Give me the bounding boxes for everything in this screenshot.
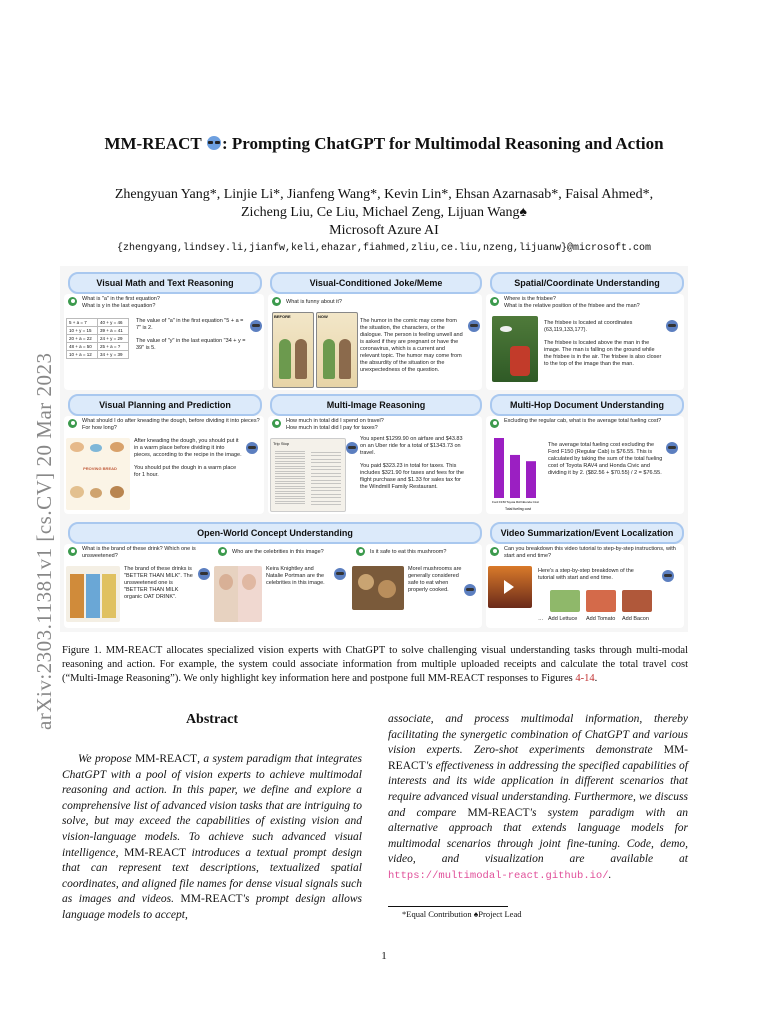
arxiv-stamp	[2, 260, 62, 730]
question-line: What is "a" in the first equation?	[82, 296, 160, 302]
abstract-text: 's system paradigm with an alternative approach that extends language models for multimodal scenarios through joint fine-tuning. Code, demo, video, and visualization are available at	[388, 806, 688, 866]
answer: Here's a step-by-step breakdown of the tutorial with start and end time.	[538, 568, 634, 581]
dough-shape	[70, 442, 84, 452]
panel-spatial	[486, 294, 684, 390]
caption-system-name: MM-REACT	[427, 673, 485, 684]
face-shape	[219, 574, 233, 590]
table-cell: 40 + y = 46	[98, 319, 129, 327]
dough-shape	[110, 442, 124, 452]
panel-title-joke-meme: Visual-Conditioned Joke/Meme	[270, 272, 482, 294]
answer: The brand of these drinks is "BETTER THAN MILK". The unsweetened one is "BETTER THAN MILK organic OAT DRINK".	[124, 566, 193, 600]
abstract-system-name: MM-REACT	[467, 806, 530, 819]
question: Is it safe to eat this mushroom?	[370, 549, 447, 555]
panel-multi-hop	[486, 416, 684, 514]
question	[82, 296, 252, 310]
panel-title-spatial: Spatial/Coordinate Understanding	[490, 272, 684, 294]
abstract-right-column	[388, 712, 688, 885]
panel-title-planning: Visual Planning and Prediction	[68, 394, 262, 416]
question	[504, 296, 680, 310]
panel-title-video: Video Summarization/Event Localization	[490, 522, 684, 544]
question-line: What is the relative position of the frisbee and the man?	[504, 303, 640, 309]
abstract-left-column	[62, 752, 362, 924]
bar-honda-civic	[526, 461, 536, 498]
caption-text: responses to Figures	[484, 673, 576, 684]
abstract-end: .	[608, 868, 612, 881]
assistant-icon	[468, 320, 480, 332]
question: What is funny about it?	[286, 299, 342, 305]
receipt-lines	[275, 449, 305, 505]
table-cell: 34 + y = 39	[98, 351, 129, 359]
question-line: What is y in the last equation?	[82, 303, 156, 309]
answer: The humor in the comic may come from the situation, the characters, or the dialogue. The person is feeling unwell and is asked if they are pregnant or have the coronavirus, which is a current and relevant topic. The humor may come from the absurdity of the situation or the unexpectedness of the question.	[360, 318, 463, 373]
user-icon	[490, 419, 499, 428]
user-icon	[490, 547, 499, 556]
question: What is the brand of these drink? Which one is unsweetened?	[82, 546, 196, 559]
step-label: Add Tomato	[586, 616, 616, 622]
panel-visual-math	[64, 294, 264, 390]
question: Who are the celebrities in this image?	[232, 549, 324, 555]
drink-carton	[70, 574, 84, 618]
assistant-icon	[250, 320, 262, 332]
chart-x-axis-label: Total fueling cost	[504, 507, 532, 511]
panel-video	[486, 544, 684, 628]
author-line-1: Zhengyuan Yang*, Linjie Li*, Jianfeng Wang*, Kevin Lin*, Ehsan Azarnasab*, Faisal Ahmed*,	[114, 187, 654, 202]
abstract-text: 's effectiveness in addressing the specified capabilities of interests and its wide application in different scenarios that require advanced visual understanding. Furthermore, we discuss and compare	[388, 759, 688, 819]
answer-line: You paid $323.23 in total for taxes. This includes $321.90 for taxes and fees for the flight purchase and $1.33 for sales tax for the Windmill Family Restaurant.	[360, 463, 464, 490]
receipt-lines	[311, 449, 341, 505]
panel-title-multi-image: Multi-Image Reasoning	[270, 394, 482, 416]
panel-title-visual-math: Visual Math and Text Reasoning	[68, 272, 262, 294]
table-cell: 20 + a = 22	[67, 335, 98, 343]
title-system-name: MM-REACT	[104, 134, 202, 153]
assistant-icon	[662, 570, 674, 582]
answer-line: You spent $1299.90 on airfare and $43.83 on an Uber ride for a total of $1343.73 on travel.	[360, 436, 463, 456]
user-icon	[68, 547, 77, 556]
frisbee-shape	[500, 326, 512, 332]
question: Excluding the regular cab, what is the average total fueling cost?	[504, 418, 662, 424]
panel-joke-meme	[268, 294, 482, 390]
glasses-logo-icon	[206, 135, 222, 156]
affiliation: Microsoft Azure AI	[329, 223, 439, 238]
answer	[134, 438, 242, 479]
mushroom-shape	[358, 574, 374, 590]
panel-open-world	[64, 544, 482, 628]
caption-label: Figure 1.	[62, 645, 102, 656]
abstract-text: , a system paradigm that integrates ChatGPT with a pool of vision experts to achieve multimodal reasoning and action. In this paper, we define and explore a comprehensive list of advanced vision tasks that are intriguing to solve, but may exceed the capabilities of existing vision and vision-language models. To achieve such advanced visual intelligence,	[62, 753, 362, 859]
table-cell: 25 + a = ?	[98, 343, 129, 351]
user-icon	[356, 547, 365, 556]
face-shape	[242, 574, 256, 590]
user-icon	[490, 297, 499, 306]
recipe-image	[66, 438, 130, 510]
caption-system-name: MM-REACT	[105, 645, 163, 656]
mushroom-photo	[352, 566, 404, 610]
equation-table	[66, 318, 129, 359]
table-cell: 10 + y = 15	[67, 327, 98, 335]
abstract-system-name: MM-REACT	[388, 744, 688, 772]
table-cell: 10 + a = 12	[67, 351, 98, 359]
comic-label: BEFORE	[274, 314, 291, 319]
bowl-shape	[90, 444, 102, 452]
panel-title-open-world: Open-World Concept Understanding	[68, 522, 482, 544]
comic-before-panel	[272, 312, 314, 388]
answer	[360, 436, 466, 491]
answer: Keira Knightley and Natalie Portman are the celebrities in this image.	[266, 566, 325, 586]
question-line: How much in total did I spend on travel?	[286, 418, 384, 424]
fueling-cost-chart	[490, 434, 546, 514]
answer	[544, 320, 662, 368]
user-icon	[68, 419, 77, 428]
answer: The average total fueling cost excluding the Ford F150 (Regular Cab) is $76.55. This is calculated by taking the sum of the total fueling cost of Toyota RAV4 and Honda Civic and dividing it by 2. ($82.56 + $70.55) / 2 = $76.55.	[548, 442, 663, 476]
bar-ford-f150	[494, 438, 504, 498]
answer: Morel mushrooms are generally considered safe to eat when properly cooked.	[408, 566, 462, 593]
question-line: Where is the frisbee?	[504, 296, 556, 302]
answer-line: You should put the dough in a warm place for 1 hour.	[134, 465, 237, 478]
mushroom-shape	[378, 580, 396, 598]
answer-line: The value of "a" in the first equation "5 + a = 7" is 2.	[136, 318, 244, 331]
bread-shape	[110, 486, 124, 498]
assistant-icon	[666, 442, 678, 454]
abstract-system-name: MM-REACT	[180, 893, 243, 906]
question-line: How much in total did I pay for taxes?	[286, 425, 378, 431]
abstract-text: 's prompt design allows language models to accept,	[62, 893, 362, 921]
step-frame-bacon	[622, 590, 652, 612]
panel-planning	[64, 416, 264, 514]
project-url-link[interactable]: https://multimodal-react.github.io/	[388, 869, 609, 882]
answer	[136, 318, 248, 352]
assistant-icon	[198, 568, 210, 580]
question: What should I do after kneading the dough, before dividing it into pieces? For how long?	[82, 418, 260, 431]
play-icon	[504, 580, 514, 594]
arxiv-id: arXiv:2303.11381v1 [cs.CV] 20 Mar 2023	[32, 352, 56, 730]
celebrities-photo	[214, 566, 262, 622]
drinks-photo	[66, 566, 120, 622]
abstract-text: introduces a textual prompt design that can represent text descriptions, textualized spatial coordinates, and aligned file names for dense visual signals such as images and videos.	[62, 846, 362, 906]
user-icon	[272, 419, 281, 428]
footnote-rule	[388, 906, 508, 907]
step-label: Add Lettuce	[548, 616, 578, 622]
paper-title	[0, 134, 768, 156]
bar-toyota-rav4	[510, 455, 520, 498]
drink-carton	[102, 574, 116, 618]
drink-carton	[86, 574, 100, 618]
user-icon	[218, 547, 227, 556]
page-number: 1	[381, 950, 387, 962]
figure-1	[60, 266, 688, 632]
user-icon	[68, 297, 77, 306]
video-thumbnail	[488, 566, 532, 608]
comic-label: NOW	[318, 314, 328, 319]
answer-line: The frisbee is located above the man in the image. The man is falling on the ground while the frisbee is in the air. The frisbee is also closer to the top of the image than the man.	[544, 340, 662, 367]
step-frame-lettuce	[550, 590, 580, 612]
frisbee-photo	[492, 316, 538, 382]
step-frame-tomato	[586, 590, 616, 612]
abstract-heading: Abstract	[185, 712, 239, 727]
assistant-icon	[464, 584, 476, 596]
user-icon	[272, 297, 281, 306]
question	[286, 418, 466, 432]
comic-figure	[295, 339, 307, 379]
step-label: Add Bacon	[622, 616, 649, 622]
figure-reference-link[interactable]: 4-14	[575, 673, 595, 684]
bar-category-label: Ford F150	[492, 500, 506, 504]
abstract-text: We propose	[78, 753, 136, 765]
table-cell: 24 + y = 29	[98, 335, 129, 343]
figure-caption	[62, 644, 688, 686]
table-cell: 39 + a = 41	[98, 327, 129, 335]
receipts-image	[270, 438, 346, 512]
table-cell: 5 + a = 7	[67, 319, 98, 327]
dough-shape	[90, 488, 102, 498]
player-shape	[510, 346, 530, 376]
dough-shape	[70, 486, 84, 498]
answer-line: After kneading the dough, you should put it in a warm place before dividing it into pieces, according to the recipe in the image.	[134, 438, 242, 458]
author-emails: {zhengyang,lindsey.li,jianfw,keli,ehazar,fiahmed,zliu,ce.liu,nzeng,lijuanw}@microsoft.com	[116, 243, 652, 254]
comic-figure	[323, 339, 335, 379]
bar-category-label: Toyota RAV4	[506, 500, 524, 504]
abstract-text: associate, and process multimodal information, thereby facilitating the synergetic combination of ChatGPT and various vision experts. Zero-shot experiments demonstrate	[388, 713, 688, 757]
caption-text: allocates specialized vision experts with ChatGPT to solve challenging visual understanding tasks through multi-modal reasoning and action. For example, the system could associate information from multiple uploaded receipts and calculate the total travel cost (“Multi-Image Reasoning”). We only highlight key information here and postpone full	[62, 645, 689, 684]
comic-now-panel	[316, 312, 358, 388]
footnote: *Equal Contribution ♠Project Lead	[402, 909, 522, 919]
recipe-title: PROVING BREAD	[83, 466, 117, 471]
abstract-system-name: MM-REACT	[124, 846, 187, 859]
assistant-icon	[246, 442, 258, 454]
panel-multi-image	[268, 416, 482, 514]
steps-ellipsis: …	[538, 616, 544, 622]
panel-title-multi-hop: Multi-Hop Document Understanding	[490, 394, 684, 416]
answer-line: The frisbee is located at coordinates (63,119,133,177).	[544, 320, 633, 333]
assistant-icon	[334, 568, 346, 580]
table-cell: 48 + a = 50	[67, 343, 98, 351]
assistant-icon	[666, 320, 678, 332]
assistant-icon	[346, 442, 358, 454]
question: Can you breakdown this video tutorial to step-by-step instructions, with start and end time?	[504, 546, 676, 559]
comic-figure	[339, 339, 351, 379]
bar-category-label: Honda Civic	[522, 500, 540, 504]
answer-line: The value of "y" in the last equation "34 + y = 39" is 5.	[136, 338, 246, 351]
caption-end: .	[594, 673, 598, 684]
author-line-2: Zicheng Liu, Ce Liu, Michael Zeng, Lijuan Wang♠	[241, 205, 527, 220]
comic-figure	[279, 339, 291, 379]
abstract-system-name: MM-REACT	[135, 753, 198, 765]
title-rest: : Prompting ChatGPT for Multimodal Reasoning and Action	[221, 134, 664, 153]
receipt-title: Trip Stop	[273, 441, 290, 446]
